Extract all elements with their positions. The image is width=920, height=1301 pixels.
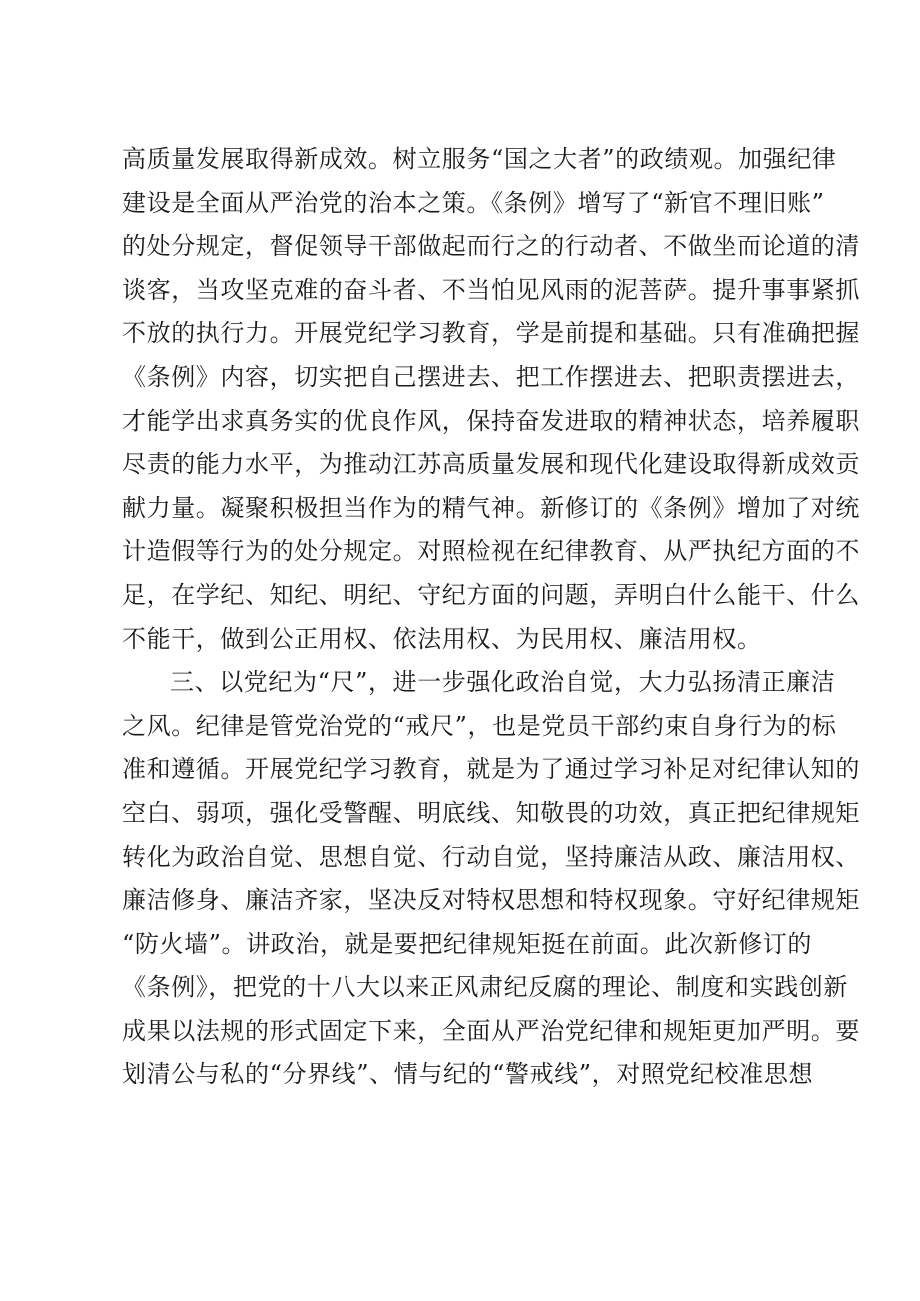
text-line: 之风。纪律是管党治党的“戒尺”，也是党员干部约束自身行为的标 bbox=[122, 711, 837, 740]
text-line: 建设是全面从严治党的治本之策。《条例》增写了“新官不理旧账” bbox=[122, 188, 825, 217]
section-heading-line: 三、以党纪为“尺”，进一步强化政治自觉，大力弘扬清正廉洁 bbox=[170, 668, 836, 697]
text-line: 谈客，当攻坚克难的奋斗者、不当怕见风雨的泥菩萨。提升事事紧抓 bbox=[122, 275, 860, 304]
text-line: 的处分规定，督促领导干部做起而行之的行动者、不做坐而论道的清 bbox=[122, 232, 860, 261]
text-line: 《条例》，把党的十八大以来正风肃纪反腐的理论、制度和实践创新 bbox=[122, 973, 848, 1002]
text-line: 廉洁修身、廉洁齐家，坚决反对特权思想和特权现象。守好纪律规矩 bbox=[122, 886, 860, 915]
text-line: 足，在学纪、知纪、明纪、守纪方面的问题，弄明白什么能干、什么 bbox=[122, 580, 860, 609]
text-line: 才能学出求真务实的优良作风，保持奋发进取的精神状态，培养履职 bbox=[122, 406, 860, 435]
body-text bbox=[122, 138, 860, 1097]
text-line: 尽责的能力水平，为推动江苏高质量发展和现代化建设取得新成效贡 bbox=[122, 450, 860, 479]
text-line: 不放的执行力。开展党纪学习教育，学是前提和基础。只有准确把握 bbox=[122, 319, 860, 348]
text-line: 献力量。凝聚积极担当作为的精气神。新修订的《条例》增加了对统 bbox=[122, 493, 860, 522]
text-line: 高质量发展取得新成效。树立服务“国之大者”的政绩观。加强纪律 bbox=[122, 145, 837, 173]
text-line: 准和遵循。开展党纪学习教育，就是为了通过学习补足对纪律认知的 bbox=[122, 755, 860, 784]
text-line: “防火墙”。讲政治，就是要把纪律规矩挺在前面。此次新修订的 bbox=[122, 929, 812, 958]
text-line: 计造假等行为的处分规定。对照检视在纪律教育、从严执纪方面的不 bbox=[122, 537, 860, 566]
text-line: 划清公与私的“分界线”、情与纪的“警戒线”，对照党纪校准思想 bbox=[122, 1060, 814, 1089]
text-line: 转化为政治自觉、思想自觉、行动自觉，坚持廉洁从政、廉洁用权、 bbox=[122, 842, 860, 871]
text-line: 《条例》内容，切实把自己摆进去、把工作摆进去、把职责摆进去， bbox=[122, 362, 860, 391]
text-line: 空白、弱项，强化受警醒、明底线、知敬畏的功效，真正把纪律规矩 bbox=[122, 798, 860, 827]
text-line: 成果以法规的形式固定下来，全面从严治党纪律和规矩更加严明。要 bbox=[122, 1016, 860, 1045]
text-line: 不能干，做到公正用权、依法用权、为民用权、廉洁用权。 bbox=[122, 624, 762, 653]
